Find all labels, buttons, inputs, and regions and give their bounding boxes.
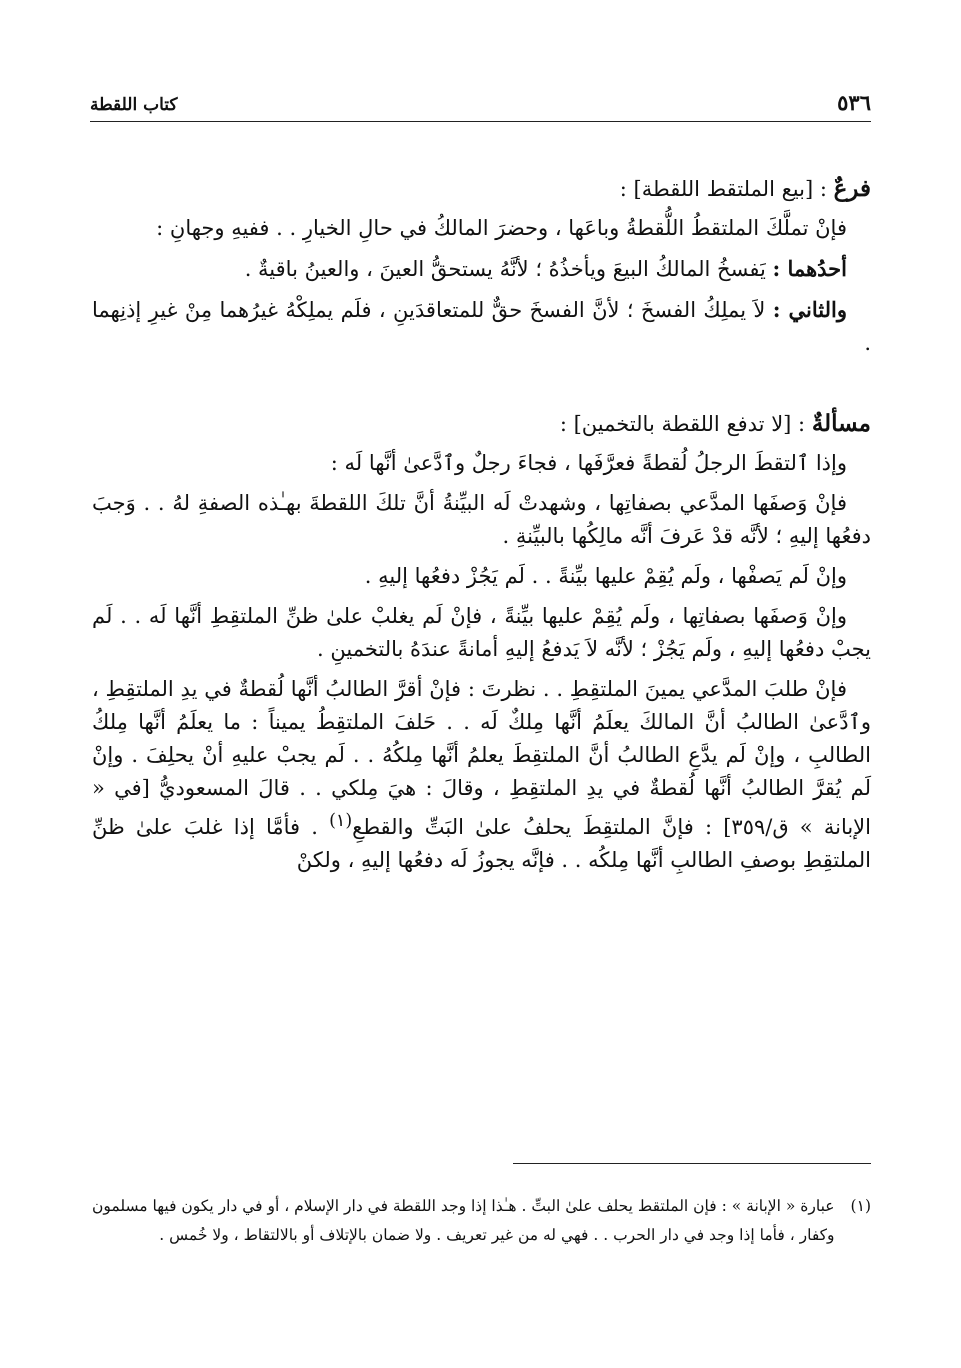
paragraph-text: . فأمَّا إذا غلبَ علىٰ ظنِّ الملتقِطِ بوصفِ الطالبِ أنَّها مِلكُه . . فإنَّه يجوزُ لَه دفعُها إليهِ ، ولكنْ bbox=[92, 815, 871, 872]
section-heading-far bbox=[92, 172, 871, 206]
paragraph-term: أحدُهما : bbox=[772, 256, 847, 281]
footnote-reference[interactable]: (١) bbox=[329, 811, 353, 831]
paragraph: فإنْ وَصفَها المدَّعي بصفاتِها ، وشهدتْ لَه البيِّنةُ أنَّ تلكَ اللقطةَ بهـٰذه الصفةِ لهُ . . وَجبَ دفعُها إليهِ ؛ لأنَّه قدْ عَرفَ أنَّه مالِكُها بالبيِّنةِ . bbox=[92, 491, 871, 548]
paragraph-text: فإنْ طلبَ المدَّعي يمينَ الملتقِطِ . . نظرتَ : فإنْ أقرَّ الطالبُ أنَّها لُقطةٌ في يدِ الملتقِطِ ، وٱدَّعىٰ الطالبُ أنَّ المالكَ يعلَمُ أنَّها مِلكٌ لَه . . حَلفَ الملتقِطُ يميناً : ما يعلَمُ أنَّها مِلكُ الطالبِ ، وإنْ لَم يدَّعِ الطالبُ أنَّ الملتقِطَ يعلمُ أنَّها مِلكُهُ . . لَم يجبْ عليهِ أنْ يحلِفَ . وإنْ لَم يُقرَّ الطالبُ أنَّها لُقطةٌ في يدِ الملتقِطِ ، وقالَ : هيَ مِلكي . . قالَ المسعوديُّ [في « الإبانة » ق/٣٥٩] : فإنَّ الملتقِطَ يحلفُ علىٰ البَتِّ والقطعِ bbox=[92, 677, 871, 839]
running-title: كتاب اللقطة bbox=[90, 95, 178, 115]
paragraph: فإنْ تملَّكَ الملتقطُ اللُّقطةُ وباعَها ، وحضرَ المالكُ في حالِ الخيارِ . . ففيهِ وجهانِ : bbox=[156, 216, 847, 240]
paragraph: وإذا ٱلتقطَ الرجلُ لُقطةً فعرَّفَها ، فجاءَ رجلٌ وٱدَّعىٰ أنَّها لَه : bbox=[330, 451, 847, 475]
section-heading-masala bbox=[92, 407, 871, 441]
paragraph: وإنْ وَصفَها بصفاتِها ، ولَم يُقِمْ عليها بيِّنةً ، فإنْ لَم يغلبْ علىٰ ظنِّ الملتقِطِ أنَّها لَه . . لَم يجبْ دفعُها إليهِ ، ولَم يَجُزْ ؛ لأنَّه لاَ يَدفعُ إليهِ أمانةً عندَهُ بالتخمينِ . bbox=[92, 604, 871, 661]
footnote bbox=[92, 1192, 871, 1250]
paragraph-term: والثاني : bbox=[772, 297, 847, 322]
paragraph bbox=[92, 252, 871, 286]
footnote-text: عبارة « الإبانة » : فإن الملتقط يحلف علىٰ البتِّ . هـٰذا إذا وجد اللقطة في دار الإسلام ، أو في دار يكون فيها مسلمون وكفار ، فأما إذا وجد في دار الحرب . . فهي له من غير تعريف . ولا ضمان بالإتلاف أو بالالتقاط ، ولا خُمس . bbox=[91, 1197, 835, 1244]
paragraph: وإنْ لَم يَصفْها ، ولَم يُقِمْ عليها بيِّنةً . . لَم يَجُزْ دفعُها إليهِ . bbox=[364, 564, 847, 588]
paragraph-text: يَفسخُ المالكُ البيعَ ويأخذُهُ ؛ لأنَّهُ يستحقُّ العينَ ، والعينُ باقيةٌ . bbox=[244, 257, 773, 281]
section-gap bbox=[92, 367, 871, 407]
footnote-number: (١) bbox=[850, 1197, 871, 1215]
paragraph bbox=[92, 293, 871, 360]
paragraph bbox=[92, 673, 871, 877]
page-number: ٥٣٦ bbox=[837, 90, 871, 115]
page-header bbox=[90, 78, 871, 122]
section-term: مسألةٌ bbox=[811, 410, 871, 437]
paragraph-text: لاَ يملِكُ الفسخَ ؛ لأنَّ الفسخَ حقٌّ للمتعاقدَينِ ، فلَم يملِكْهُ غيرُهما مِنْ غيرِ إذنِهما . bbox=[92, 298, 871, 355]
section-title: : [بيع الملتقط اللقطة] : bbox=[619, 177, 834, 201]
footnote-divider bbox=[513, 1163, 871, 1164]
section-term: فرعٌ bbox=[833, 175, 871, 202]
section-title: : [لا تدفع اللقطة بالتخمين] : bbox=[559, 412, 812, 436]
main-text bbox=[92, 172, 871, 884]
